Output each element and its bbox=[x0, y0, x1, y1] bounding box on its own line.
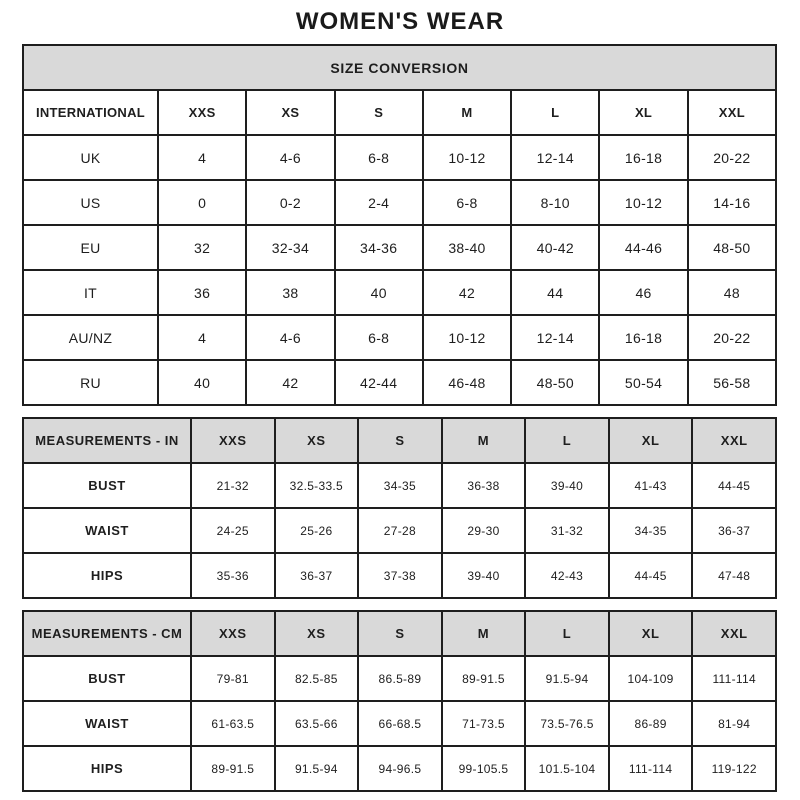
table-row-it bbox=[23, 270, 776, 315]
size-cell: 42-44 bbox=[335, 360, 423, 405]
measure-cell: 101.5-104 bbox=[525, 746, 609, 791]
measure-cell: 119-122 bbox=[692, 746, 776, 791]
measure-cell: 39-40 bbox=[525, 463, 609, 508]
size-cell: 8-10 bbox=[511, 180, 599, 225]
measure-cell: 73.5-76.5 bbox=[525, 701, 609, 746]
measure-cell: 36-37 bbox=[275, 553, 359, 598]
size-cell: 12-14 bbox=[511, 315, 599, 360]
measure-cell: 34-35 bbox=[358, 463, 442, 508]
size-cell: 48-50 bbox=[688, 225, 776, 270]
column-header-xxs: XXS bbox=[191, 418, 275, 463]
measurements-in-table bbox=[22, 417, 777, 599]
measure-cell: 21-32 bbox=[191, 463, 275, 508]
row-label: BUST bbox=[23, 463, 191, 508]
measure-cell: 111-114 bbox=[609, 746, 693, 791]
row-label: AU/NZ bbox=[23, 315, 158, 360]
row-label: EU bbox=[23, 225, 158, 270]
column-header-xs: XS bbox=[275, 611, 359, 656]
size-cell: 4-6 bbox=[246, 135, 334, 180]
measure-cell: 39-40 bbox=[442, 553, 526, 598]
size-cell: 4-6 bbox=[246, 315, 334, 360]
measure-cell: 31-32 bbox=[525, 508, 609, 553]
size-conversion-header-row bbox=[23, 45, 776, 90]
size-cell: 16-18 bbox=[599, 135, 687, 180]
measure-cell: 91.5-94 bbox=[275, 746, 359, 791]
column-header-xl: XL bbox=[599, 90, 687, 135]
size-cell: 10-12 bbox=[423, 315, 511, 360]
row-label: RU bbox=[23, 360, 158, 405]
international-header-row bbox=[23, 90, 776, 135]
row-label: HIPS bbox=[23, 746, 191, 791]
measure-cell: 61-63.5 bbox=[191, 701, 275, 746]
table-row-bust-cm bbox=[23, 656, 776, 701]
table-row-eu bbox=[23, 225, 776, 270]
measure-cell: 47-48 bbox=[692, 553, 776, 598]
measurements-cm-header-row bbox=[23, 611, 776, 656]
column-header-international: INTERNATIONAL bbox=[23, 90, 158, 135]
measure-cell: 29-30 bbox=[442, 508, 526, 553]
size-cell: 6-8 bbox=[335, 135, 423, 180]
row-label: HIPS bbox=[23, 553, 191, 598]
size-cell: 38 bbox=[246, 270, 334, 315]
row-label: BUST bbox=[23, 656, 191, 701]
size-cell: 40 bbox=[335, 270, 423, 315]
size-cell: 32-34 bbox=[246, 225, 334, 270]
measure-cell: 41-43 bbox=[609, 463, 693, 508]
column-header-xs: XS bbox=[246, 90, 334, 135]
measurements-in-title: MEASUREMENTS - IN bbox=[23, 418, 191, 463]
size-cell: 50-54 bbox=[599, 360, 687, 405]
row-label: UK bbox=[23, 135, 158, 180]
column-header-m: M bbox=[442, 418, 526, 463]
measure-cell: 35-36 bbox=[191, 553, 275, 598]
size-cell: 20-22 bbox=[688, 315, 776, 360]
size-cell: 0-2 bbox=[246, 180, 334, 225]
measure-cell: 44-45 bbox=[609, 553, 693, 598]
column-header-xxs: XXS bbox=[191, 611, 275, 656]
column-header-xl: XL bbox=[609, 611, 693, 656]
measure-cell: 91.5-94 bbox=[525, 656, 609, 701]
size-cell: 10-12 bbox=[599, 180, 687, 225]
column-header-xxl: XXL bbox=[692, 418, 776, 463]
size-cell: 46 bbox=[599, 270, 687, 315]
size-cell: 14-16 bbox=[688, 180, 776, 225]
size-cell: 20-22 bbox=[688, 135, 776, 180]
size-cell: 44-46 bbox=[599, 225, 687, 270]
size-cell: 48 bbox=[688, 270, 776, 315]
column-header-s: S bbox=[358, 611, 442, 656]
size-cell: 36 bbox=[158, 270, 246, 315]
size-cell: 6-8 bbox=[335, 315, 423, 360]
table-row-waist-cm bbox=[23, 701, 776, 746]
size-cell: 34-36 bbox=[335, 225, 423, 270]
measure-cell: 104-109 bbox=[609, 656, 693, 701]
measure-cell: 34-35 bbox=[609, 508, 693, 553]
table-row-us bbox=[23, 180, 776, 225]
column-header-xxl: XXL bbox=[688, 90, 776, 135]
size-cell: 48-50 bbox=[511, 360, 599, 405]
row-label: WAIST bbox=[23, 701, 191, 746]
size-conversion-table bbox=[22, 44, 777, 406]
size-cell: 4 bbox=[158, 135, 246, 180]
size-cell: 10-12 bbox=[423, 135, 511, 180]
table-row-uk bbox=[23, 135, 776, 180]
measure-cell: 42-43 bbox=[525, 553, 609, 598]
size-cell: 6-8 bbox=[423, 180, 511, 225]
measure-cell: 99-105.5 bbox=[442, 746, 526, 791]
measure-cell: 89-91.5 bbox=[442, 656, 526, 701]
size-cell: 46-48 bbox=[423, 360, 511, 405]
column-header-l: L bbox=[525, 611, 609, 656]
table-row-aunz bbox=[23, 315, 776, 360]
column-header-xl: XL bbox=[609, 418, 693, 463]
measure-cell: 25-26 bbox=[275, 508, 359, 553]
measure-cell: 71-73.5 bbox=[442, 701, 526, 746]
measure-cell: 94-96.5 bbox=[358, 746, 442, 791]
column-header-xxs: XXS bbox=[158, 90, 246, 135]
size-cell: 16-18 bbox=[599, 315, 687, 360]
measure-cell: 44-45 bbox=[692, 463, 776, 508]
measure-cell: 79-81 bbox=[191, 656, 275, 701]
size-cell: 40 bbox=[158, 360, 246, 405]
size-conversion-title: SIZE CONVERSION bbox=[23, 45, 776, 90]
table-row-ru bbox=[23, 360, 776, 405]
measure-cell: 36-38 bbox=[442, 463, 526, 508]
size-cell: 42 bbox=[246, 360, 334, 405]
size-cell: 56-58 bbox=[688, 360, 776, 405]
column-header-m: M bbox=[423, 90, 511, 135]
size-cell: 44 bbox=[511, 270, 599, 315]
measure-cell: 111-114 bbox=[692, 656, 776, 701]
measure-cell: 82.5-85 bbox=[275, 656, 359, 701]
measure-cell: 89-91.5 bbox=[191, 746, 275, 791]
page-title: WOMEN'S WEAR bbox=[295, 8, 505, 35]
column-header-l: L bbox=[511, 90, 599, 135]
table-row-bust-in bbox=[23, 463, 776, 508]
size-cell: 0 bbox=[158, 180, 246, 225]
table-row-hips-cm bbox=[23, 746, 776, 791]
measure-cell: 86-89 bbox=[609, 701, 693, 746]
measure-cell: 24-25 bbox=[191, 508, 275, 553]
row-label: US bbox=[23, 180, 158, 225]
size-cell: 42 bbox=[423, 270, 511, 315]
column-header-xs: XS bbox=[275, 418, 359, 463]
table-row-waist-in bbox=[23, 508, 776, 553]
row-label: WAIST bbox=[23, 508, 191, 553]
size-cell: 38-40 bbox=[423, 225, 511, 270]
measure-cell: 27-28 bbox=[358, 508, 442, 553]
size-cell: 32 bbox=[158, 225, 246, 270]
size-cell: 12-14 bbox=[511, 135, 599, 180]
size-cell: 4 bbox=[158, 315, 246, 360]
measure-cell: 66-68.5 bbox=[358, 701, 442, 746]
measurements-cm-table bbox=[22, 610, 777, 792]
measure-cell: 36-37 bbox=[692, 508, 776, 553]
measure-cell: 32.5-33.5 bbox=[275, 463, 359, 508]
row-label: IT bbox=[23, 270, 158, 315]
measure-cell: 86.5-89 bbox=[358, 656, 442, 701]
column-header-m: M bbox=[442, 611, 526, 656]
column-header-xxl: XXL bbox=[692, 611, 776, 656]
column-header-s: S bbox=[335, 90, 423, 135]
table-row-hips-in bbox=[23, 553, 776, 598]
size-cell: 2-4 bbox=[335, 180, 423, 225]
size-cell: 40-42 bbox=[511, 225, 599, 270]
measure-cell: 81-94 bbox=[692, 701, 776, 746]
measure-cell: 63.5-66 bbox=[275, 701, 359, 746]
measurements-in-header-row bbox=[23, 418, 776, 463]
column-header-l: L bbox=[525, 418, 609, 463]
measurements-cm-title: MEASUREMENTS - CM bbox=[23, 611, 191, 656]
measure-cell: 37-38 bbox=[358, 553, 442, 598]
column-header-s: S bbox=[358, 418, 442, 463]
